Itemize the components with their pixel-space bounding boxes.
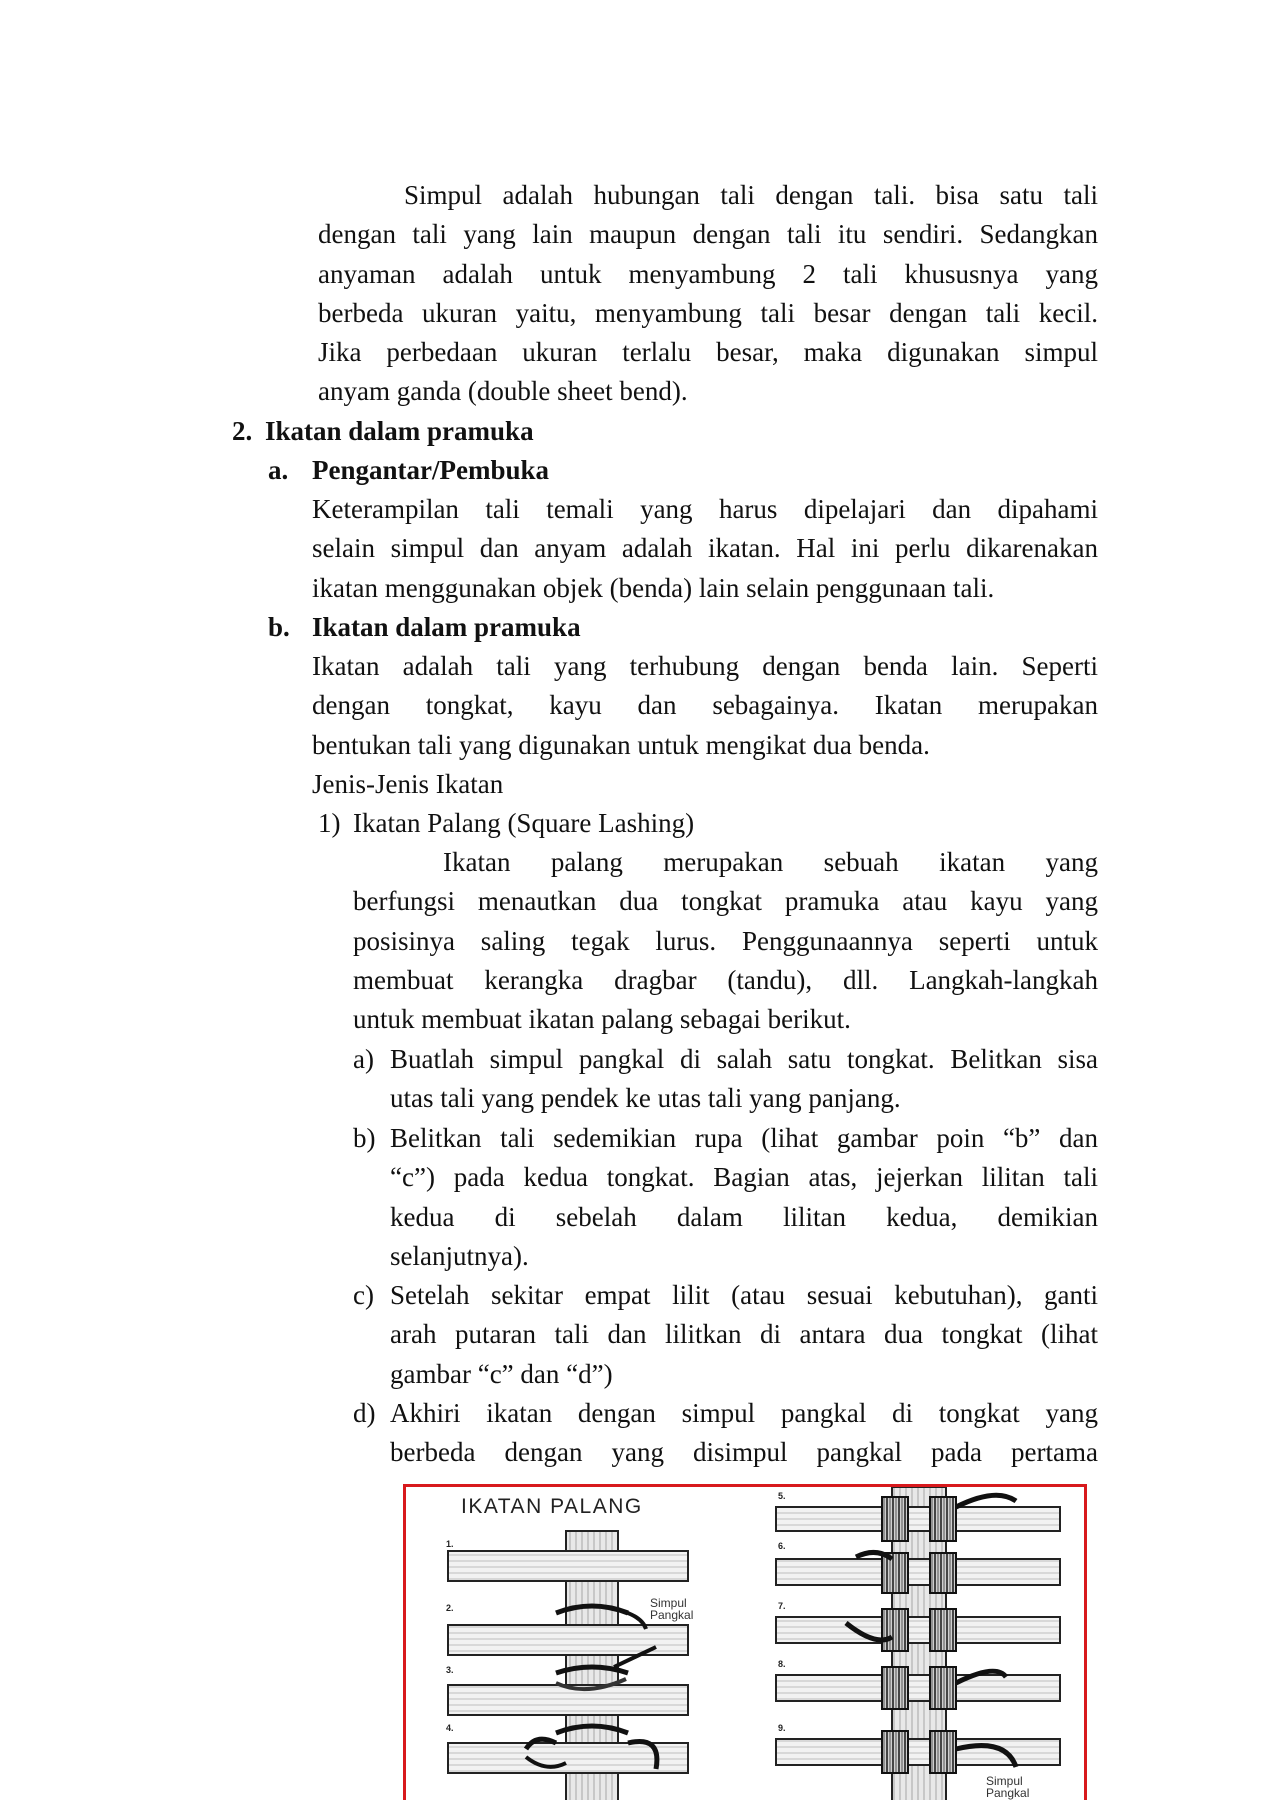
step-number: 7. [778,1601,786,1611]
intro-line: Jika perbedaan ukuran terlalu besar, maka digunakan simpul [318,337,1098,368]
step-line: berbeda dengan yang disimpul pangkal pada pertama [390,1437,1098,1468]
subsection-marker: b. [268,612,290,642]
subsection-a-title [312,451,549,490]
subsection-marker: a. [268,455,289,485]
lashing [882,1553,908,1593]
label-simpul: Simpul [650,1596,687,1610]
intro-line: anyam ganda (double sheet bend). [318,376,688,407]
intro-line: Simpul adalah hubungan tali dengan tali. bisa satu tali [404,180,1098,210]
lashing [930,1497,956,1541]
subsection-b-title [312,608,581,647]
lashing-illustration [406,1487,1087,1800]
step-a-body [390,1040,1098,1119]
body-line: selain simpul dan anyam adalah ikatan. Hal ini perlu dikarenakan [312,533,1098,564]
lashing [930,1667,956,1709]
horizontal-bar [776,1559,1060,1585]
label-simpul: Simpul [986,1774,1023,1788]
body-line: posisinya saling tegak lurus. Penggunaannya seperti untuk [353,925,1098,956]
label-pangkal: Pangkal [986,1786,1030,1800]
step-c-body [390,1276,1098,1394]
body-line: berfungsi menautkan dua tongkat pramuka atau kayu yang [353,886,1098,917]
square-lashing-figure [403,1484,1087,1800]
right-panel [776,1487,1060,1800]
lashing [930,1553,956,1593]
intro-paragraph [318,176,1098,412]
lashing [930,1731,956,1773]
step-d-marker: d) [353,1398,376,1428]
horizontal-bar [776,1617,1060,1643]
step-number: 1. [446,1539,454,1549]
body-line: Ikatan adalah tali yang terhubung dengan benda lain. Seperti [312,651,1098,681]
label-pangkal: Pangkal [650,1608,694,1622]
lashing [882,1667,908,1709]
body-line: Keterampilan tali temali yang harus dipelajari dan dipahami [312,494,1098,524]
item-1-title [353,804,694,843]
jenis-heading: Jenis-Jenis Ikatan [312,768,504,799]
body-line: dengan tongkat, kayu dan sebagainya. Ikatan merupakan [312,690,1098,721]
step-line: Buatlah simpul pangkal di salah satu tongkat. Belitkan sisa [390,1044,1098,1074]
intro-line: dengan tali yang lain maupun dengan tali itu sendiri. Sedangkan [318,219,1098,250]
step-line: Belitkan tali sedemikian rupa (lihat gambar poin “b” dan [390,1123,1098,1153]
step-line: Akhiri ikatan dengan simpul pangkal di tongkat yang [390,1398,1098,1428]
step-number: 2. [446,1603,454,1613]
rope [956,1495,1016,1507]
step-number: 5. [778,1491,786,1501]
step-c-marker: c) [353,1280,374,1310]
lashing [930,1609,956,1651]
body-line: membuat kerangka dragbar (tandu), dll. Langkah-langkah [353,964,1098,995]
horizontal-bar [448,1685,688,1715]
intro-line: anyaman adalah untuk menyambung 2 tali khususnya yang [318,258,1098,289]
item-title: Ikatan Palang (Square Lashing) [353,808,695,838]
body-line: ikatan menggunakan objek (benda) lain selain penggunaan tali. [312,572,995,603]
step-b-body [390,1119,1098,1276]
horizontal-bar [776,1507,1060,1531]
horizontal-bar [776,1739,1060,1765]
subsection-title: Pengantar/Pembuka [312,455,550,485]
subsection-a-body [312,490,1098,608]
step-line: “c”) pada kedua tongkat. Bagian atas, jejerkan lilitan tali [390,1162,1098,1193]
item-marker: 1) [318,808,341,838]
lashing [882,1731,908,1773]
step-number: 3. [446,1665,454,1675]
section-title: Ikatan dalam pramuka [265,416,534,446]
subsection-title: Ikatan dalam pramuka [312,612,581,642]
step-line: arah putaran tali dan lilitkan di antara dua tongkat (lihat [390,1319,1098,1350]
subsection-a-heading [268,451,288,490]
section-number: 2. [232,416,253,446]
subsection-b-body [312,647,1098,804]
horizontal-bar [776,1675,1060,1701]
section-heading [232,412,932,451]
step-a-marker: a) [353,1044,374,1074]
figure-title: IKATAN PALANG [461,1495,643,1518]
body-line: bentukan tali yang digunakan untuk mengikat dua benda. [312,729,930,760]
left-panel [446,1531,693,1800]
step-line: selanjutnya). [390,1240,529,1271]
step-number: 9. [778,1723,786,1733]
subsection-b-heading [268,608,290,647]
horizontal-bar [448,1551,688,1581]
step-line: kedua di sebelah dalam lilitan kedua, demikian [390,1201,1098,1232]
step-b-marker: b) [353,1123,376,1153]
step-number: 4. [446,1723,454,1733]
step-line: gambar “c” dan “d”) [390,1358,613,1389]
step-line: utas tali yang pendek ke utas tali yang panjang. [390,1083,901,1114]
step-line: Setelah sekitar empat lilit (atau sesuai kebutuhan), ganti [390,1280,1098,1310]
step-d-body [390,1394,1098,1473]
step-number: 8. [778,1659,786,1669]
body-line: Ikatan palang merupakan sebuah ikatan yang [443,847,1098,877]
intro-line: berbeda ukuran yaitu, menyambung tali besar dengan tali kecil. [318,297,1098,328]
item-1-body [353,843,1098,1039]
step-number: 6. [778,1541,786,1551]
body-line: untuk membuat ikatan palang sebagai berikut. [353,1004,851,1035]
item-1-marker [318,804,341,843]
lashing [882,1609,908,1651]
lashing [882,1497,908,1541]
